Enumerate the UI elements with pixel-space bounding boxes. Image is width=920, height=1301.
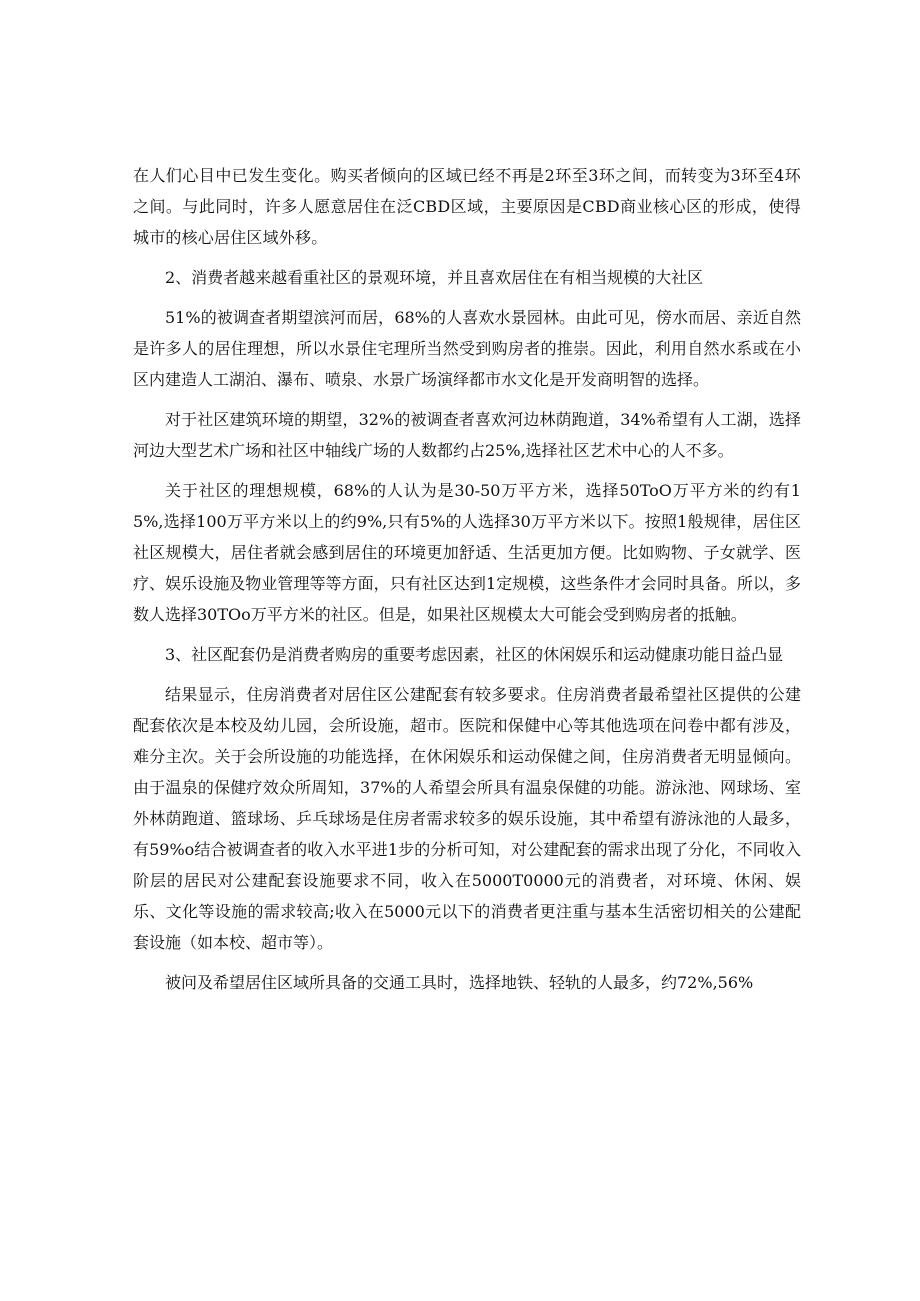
paragraph-1: 在人们心目中已发生变化。购买者倾向的区域已经不再是2环至3环之间，而转变为3环至4环之间。与此同时，许多人愿意居住在泛CBD区域，主要原因是CBD商业核心区的形成，使得城市的核心居住区域外移。 (133, 166, 801, 247)
document-body (133, 160, 801, 1007)
paragraph-2-heading: 2、消费者越来越看重社区的景观环境，并且喜欢居住在有相当规模的大社区 (165, 268, 704, 287)
paragraph-7: 结果显示，住房消费者对居住区公建配套有较多要求。住房消费者最希望社区提供的公建配套依次是本校及幼儿园，会所设施，超市。医院和保健中心等其他选项在问卷中都有涉及，难分主次。关于会所设施的功能选择，在休闲娱乐和运动保健之间，住房消费者无明显倾向。由于温泉的保健疗效众所周知，37%的人希望会所具有温泉保健的功能。游泳池、网球场、室外林荫跑道、篮球场、乒乓球场是住房者需求较多的娱乐设施，其中希望有游泳池的人最多，有59%o结合被调查者的收入水平进1步的分析可知，对公建配套的需求出现了分化，不同收入阶层的居民对公建配套设施要求不同，收入在5000T0000元的消费者，对环境、休闲、娱乐、文化等设施的需求较高;收入在5000元以下的消费者更注重与基本生活密切相关的公建配套设施（如本校、超市等）。 (133, 685, 801, 952)
paragraph-4: 对于社区建筑环境的期望，32%的被调查者喜欢河边林荫跑道，34%希望有人工湖，选择河边大型艺术广场和社区中轴线广场的人数都约占25%,选择社区艺术中心的人不多。 (133, 410, 801, 460)
paragraph-5: 关于社区的理想规模，68%的人认为是30-50万平方米，选择50ToO万平方米的约有15%,选择100万平方米以上的约9%,只有5%的人选择30万平方米以下。按照1般规律，居住区社区规模大，居住者就会感到居住的环境更加舒适、生活更加方便。比如购物、子女就学、医疗、娱乐设施及物业管理等等方面，只有社区达到1定规模，这些条件才会同时具备。所以，多数人选择30TOo万平方米的社区。但是，如果社区规模太大可能会受到购房者的抵触。 (133, 481, 801, 624)
paragraph-8: 被问及希望居住区域所具备的交通工具时，选择地铁、轻轨的人最多，约72%,56% (165, 973, 754, 992)
paragraph-6-heading: 3、社区配套仍是消费者购房的重要考虑因素，社区的休闲娱乐和运动健康功能日益凸显 (165, 645, 784, 664)
paragraph-3: 51%的被调查者期望滨河而居，68%的人喜欢水景园林。由此可见，傍水而居、亲近自然是许多人的居住理想，所以水景住宅理所当然受到购房者的推崇。因此，利用自然水系或在小区内建造人工湖泊、瀑布、喷泉、水景广场演绎都市水文化是开发商明智的选择。 (133, 308, 801, 389)
